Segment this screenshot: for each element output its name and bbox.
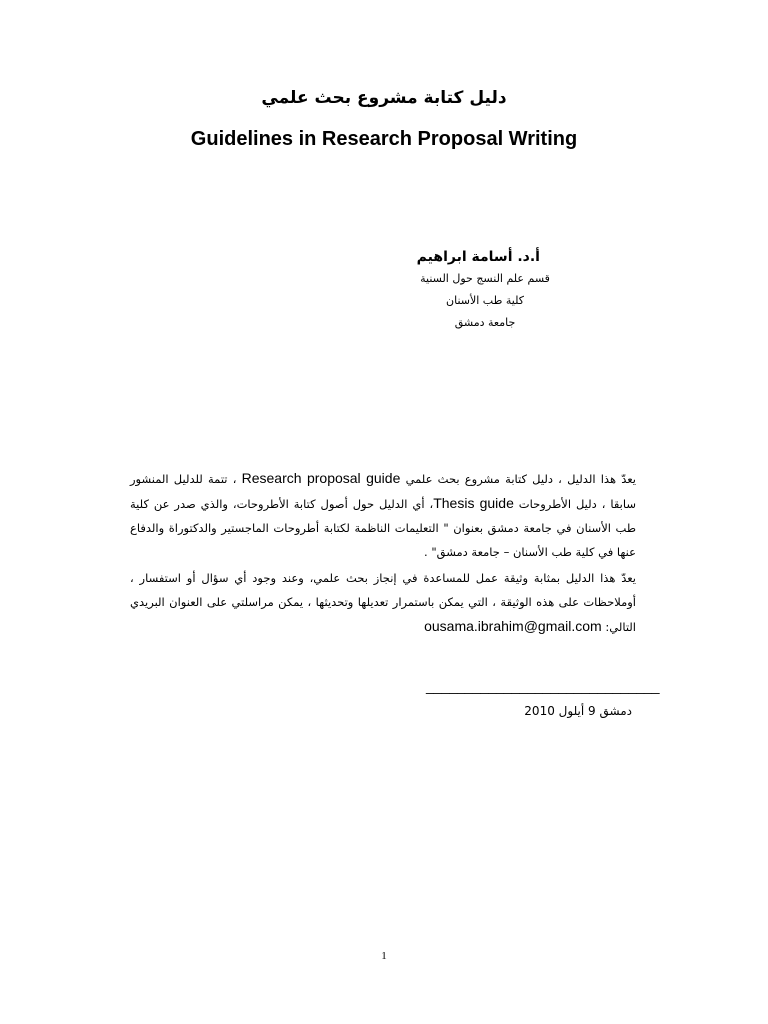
contact-paragraph [130, 566, 636, 639]
signature-line: ______________________________ [426, 678, 660, 694]
intro-text-rest: ، أي الدليل حول أصول كتابة الأطروحات، والذي صدر عن كلية طب الأسنان في جامعة دمشق بعنوان " التعليمات الناظمة لكتابة أطروحات الماجستير والدكتوراة والدفاع عنها في كلية طب الأسنان – جامعة دمشق" . [130, 497, 636, 559]
contact-email[interactable]: ousama.ibrahim@gmail.com [424, 618, 602, 634]
author-faculty: كلية طب الأسنان [446, 294, 524, 307]
author-university: جامعة دمشق [454, 316, 516, 329]
intro-paragraph [130, 466, 636, 564]
arabic-title: دليل كتابة مشروع بحث علمي [261, 88, 507, 108]
research-proposal-guide-term: Research proposal guide [241, 470, 401, 486]
intro-text-start: يعدّ هذا الدليل ، دليل كتابة مشروع بحث علمي [405, 472, 637, 486]
author-department: قسم علم النسج حول السنية [420, 272, 550, 285]
author-name: أ.د. أسامة ابراهيم [416, 249, 540, 265]
thesis-guide-term: Thesis guide [433, 495, 514, 511]
english-title: Guidelines in Research Proposal Writing [190, 128, 578, 150]
document-date: دمشق 9 أيلول 2010 [524, 704, 632, 718]
author-block [380, 246, 590, 334]
intro-text-middle: ، تتمة للدليل المنشور سابقا ، دليل الأطروحات [130, 472, 636, 511]
page-number: 1 [381, 950, 387, 962]
contact-text: يعدّ هذا الدليل بمثابة وثيقة عمل للمساعدة في إنجاز بحث علمي، وعند وجود أي سؤال أو استفسار ، أوملاحظات على هذه الوثيقة ، التي يمكن باستمرار تعديلها وتحديثها ، يمكن مراسلتي على العنوان البريدي التالي: [130, 571, 636, 634]
